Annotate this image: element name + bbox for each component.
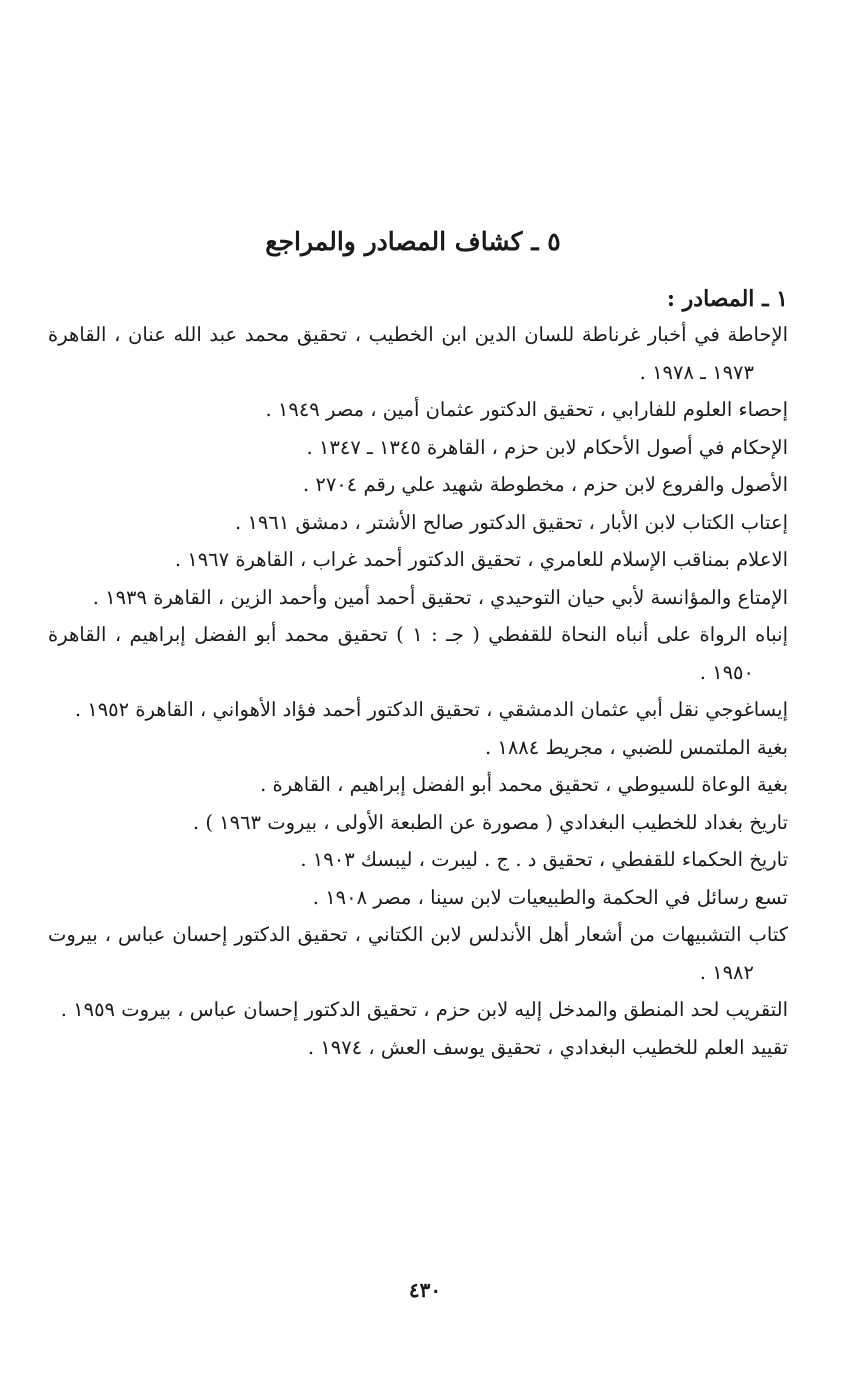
bibliography-entry: بغية الملتمس للضبي ، مجريط ١٨٨٤ . <box>484 735 788 759</box>
page-content <box>48 220 788 1066</box>
bibliography-entry: الاعلام بمناقب الإسلام للعامري ، تحقيق الدكتور أحمد غراب ، القاهرة ١٩٦٧ . <box>174 548 788 571</box>
bibliography-entry: تقييد العلم للخطيب البغدادي ، تحقيق يوسف العش ، ١٩٧٤ . <box>307 1035 788 1059</box>
bibliography-entry: إيساغوجي نقل أبي عثمان الدمشقي ، تحقيق الدكتور أحمد فؤاد الأهواني ، القاهرة ١٩٥٢ . <box>74 698 788 721</box>
bibliography-entry: تاريخ الحكماء للقفطي ، تحقيق د . ج . ليبرت ، ليبسك ١٩٠٣ . <box>300 848 788 871</box>
bibliography-entry: إنباه الرواة على أنباه النحاة للقفطي ( جـ : ١ ) تحقيق محمد أبو الفضل إبراهيم ، القاهرة ١٩٥٠ . <box>48 623 789 684</box>
bibliography-entry: إعتاب الكتاب لابن الأبار ، تحقيق الدكتور صالح الأشتر ، دمشق ١٩٦١ . <box>235 510 788 534</box>
bibliography-entry: تاريخ بغداد للخطيب البغدادي ( مصورة عن الطبعة الأولى ، بيروت ١٩٦٣ ) . <box>192 810 788 834</box>
bibliography-entry: التقريب لحد المنطق والمدخل إليه لابن حزم ، تحقيق الدكتور إحسان عباس ، بيروت ١٩٥٩ . <box>60 998 788 1021</box>
page-title: ٥ ـ كشاف المصادر والمراجع <box>265 227 561 256</box>
bibliography-entry: الأصول والفروع لابن حزم ، مخطوطة شهيد علي رقم ٢٧٠٤ . <box>302 473 788 496</box>
bibliography-entry: الإحكام في أصول الأحكام لابن حزم ، القاهرة ١٣٤٥ ـ ١٣٤٧ . <box>306 435 788 459</box>
page-number: ٤٣٠ <box>408 1278 442 1302</box>
bibliography-entry: إحصاء العلوم للفارابي ، تحقيق الدكتور عثمان أمين ، مصر ١٩٤٩ . <box>265 398 788 421</box>
bibliography-entry: الإمتاع والمؤانسة لأبي حيان التوحيدي ، تحقيق أحمد أمين وأحمد الزين ، القاهرة ١٩٣٩ . <box>92 585 788 609</box>
section-heading: ١ ـ المصادر : <box>666 286 788 312</box>
bibliography-list <box>48 316 788 1066</box>
bibliography-entry: تسع رسائل في الحكمة والطبيعيات لابن سينا ، مصر ١٩٠٨ . <box>312 885 788 909</box>
bibliography-entry: الإحاطة في أخبار غرناطة للسان الدين ابن الخطيب ، تحقيق محمد عبد الله عنان ، القاهرة ١٩٧٣ ـ ١٩٧٨ . <box>48 323 788 384</box>
bibliography-entry: كتاب التشبيهات من أشعار أهل الأندلس لابن الكتاني ، تحقيق الدكتور إحسان عباس ، بيروت ١٩٨٢ . <box>48 923 788 984</box>
bibliography-entry: بغية الوعاة للسيوطي ، تحقيق محمد أبو الفضل إبراهيم ، القاهرة . <box>260 773 788 796</box>
